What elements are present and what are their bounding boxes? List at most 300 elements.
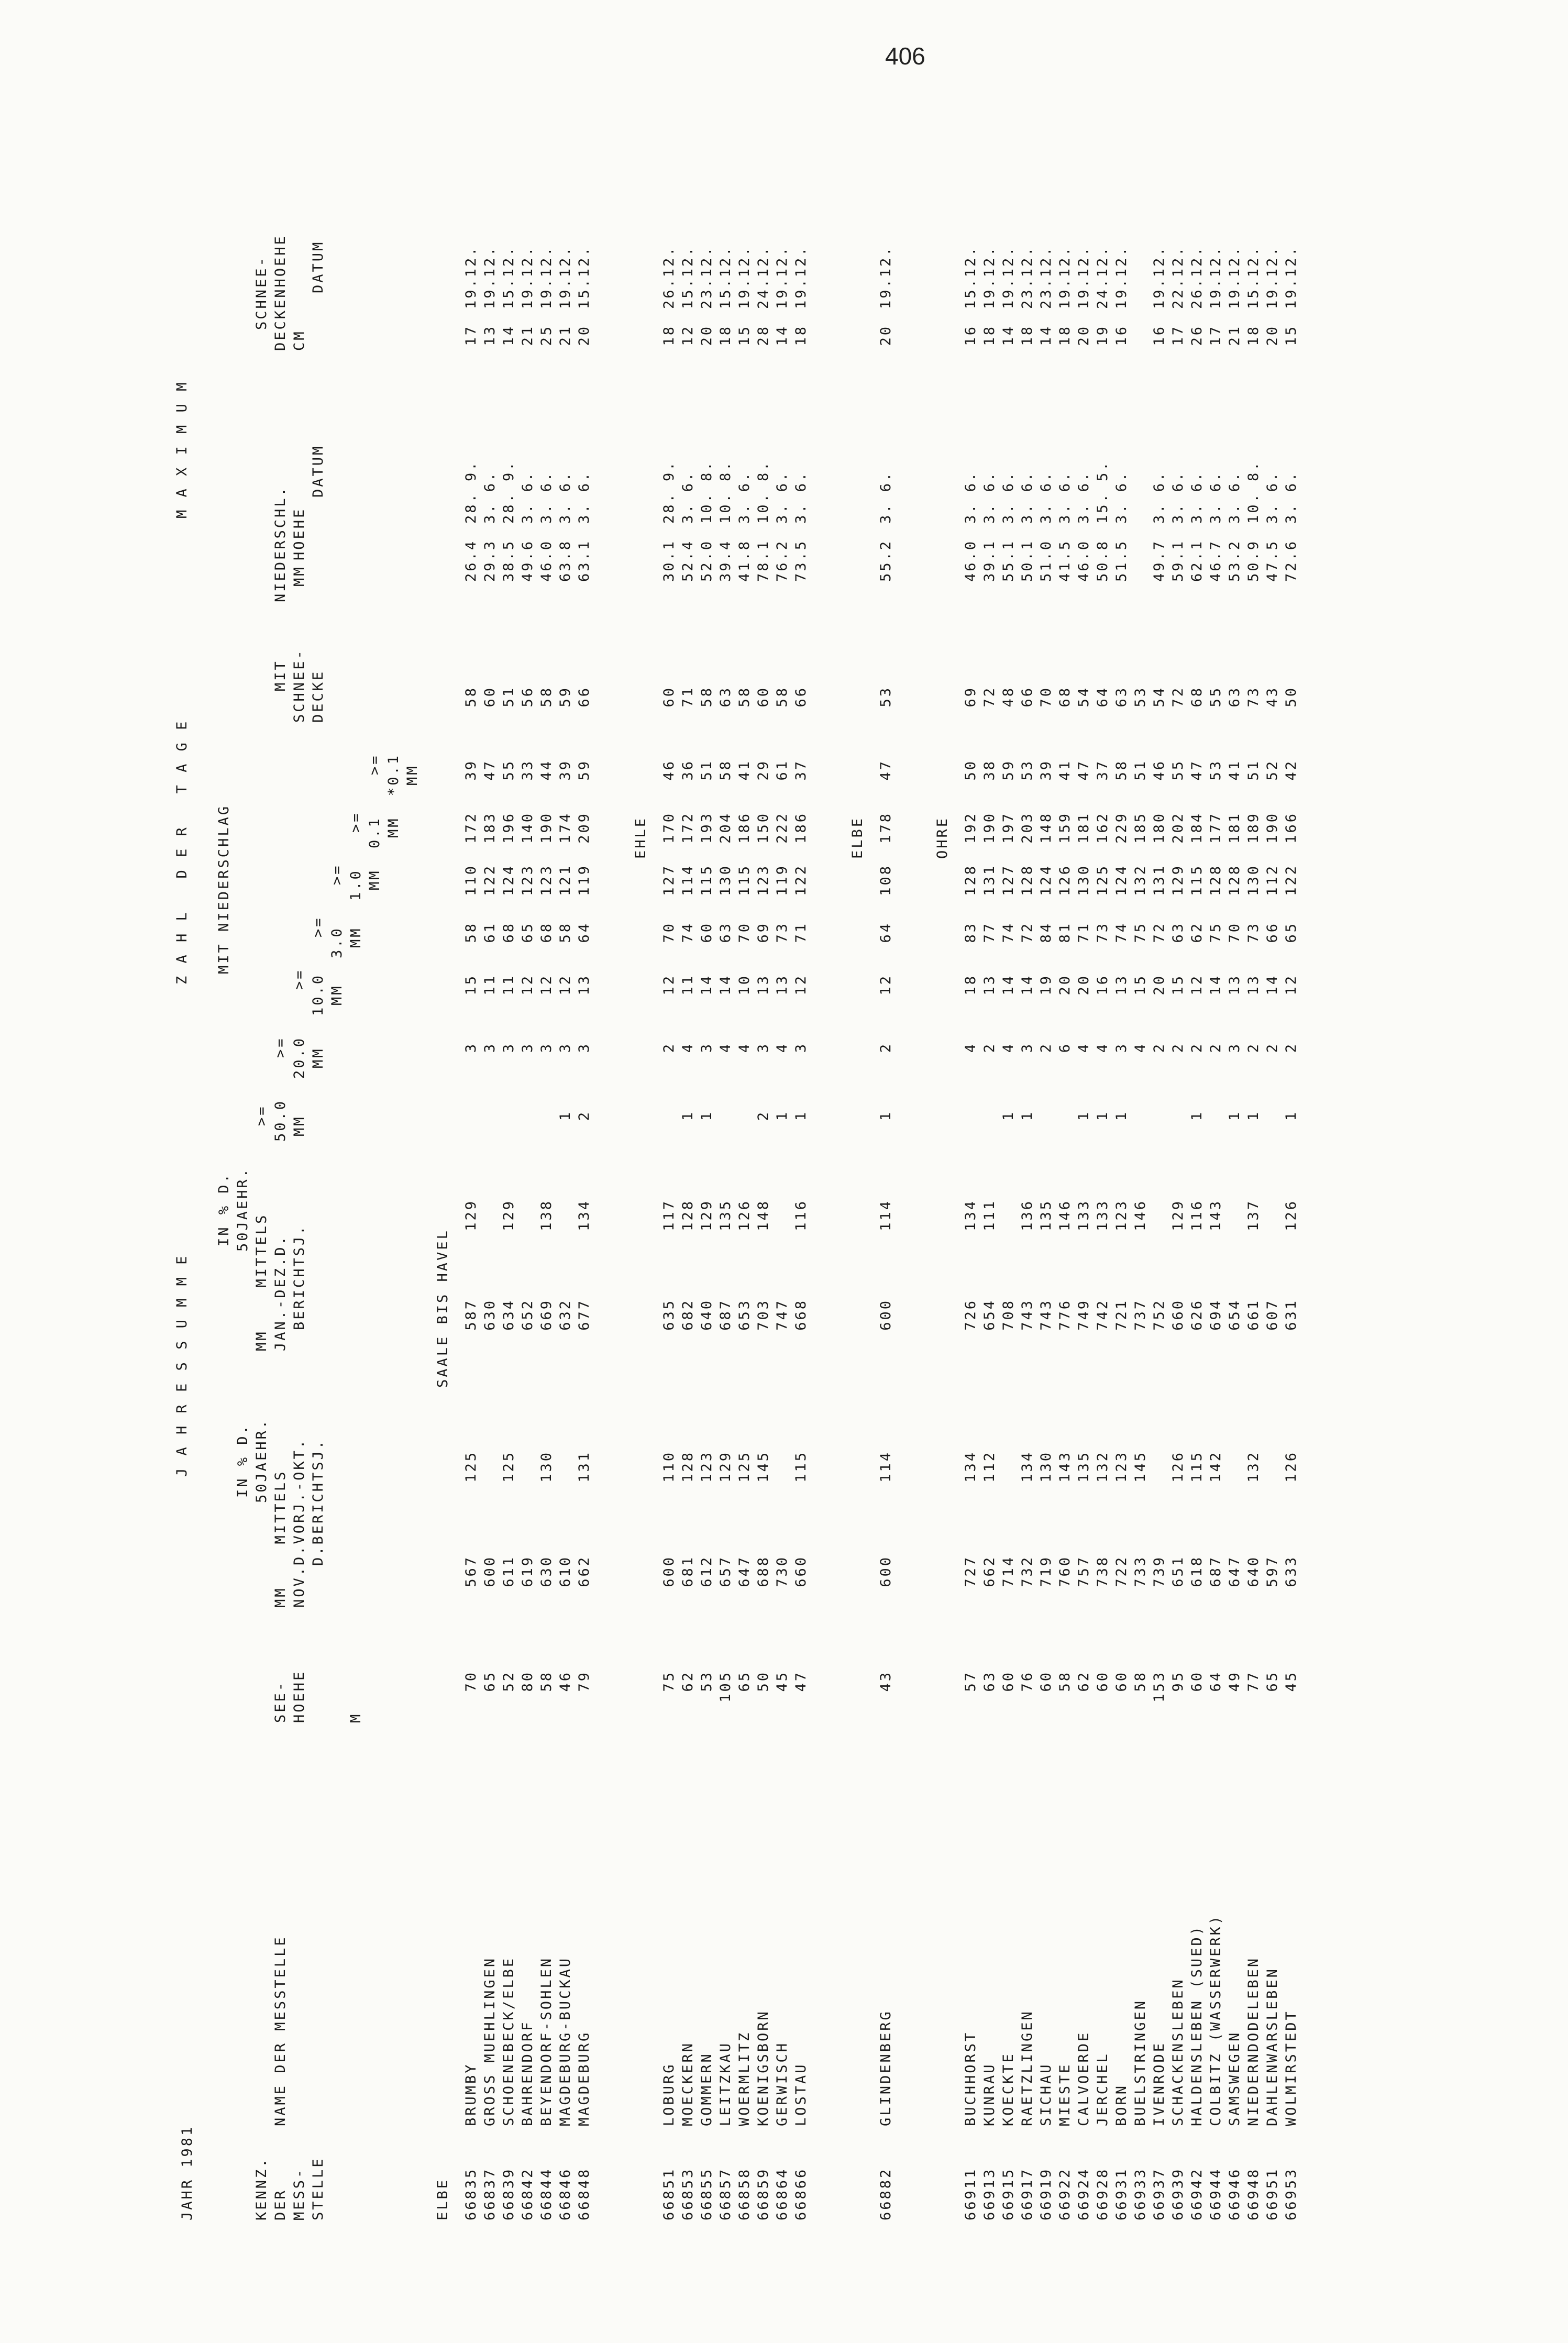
cell-nmm: 41.8 bbox=[736, 539, 753, 582]
cell-d01: 204 bbox=[717, 812, 734, 844]
cell-id: 66942 bbox=[1189, 2167, 1205, 2220]
cell-scm: 19 bbox=[1095, 325, 1111, 346]
cell-hoehe: 45 bbox=[1283, 1671, 1299, 1692]
cell-d3: 74 bbox=[1113, 922, 1130, 943]
cell-scm: 20 bbox=[1076, 325, 1092, 346]
cell-id: 66917 bbox=[1019, 2167, 1035, 2220]
cell-scm: 21 bbox=[1227, 325, 1243, 346]
cell-id: 66933 bbox=[1132, 2167, 1149, 2220]
cell-d20: 3 bbox=[576, 1042, 592, 1053]
cell-schnee: 72 bbox=[981, 686, 998, 708]
cell-p2: 129 bbox=[1170, 1199, 1186, 1231]
cell-hoehe: 60 bbox=[1095, 1671, 1111, 1692]
table-row bbox=[660, 168, 679, 2220]
cell-d3: 62 bbox=[1189, 922, 1205, 943]
cell-schnee: 66 bbox=[576, 686, 592, 708]
cell-id: 66846 bbox=[557, 2167, 573, 2220]
cell-hoehe: 50 bbox=[755, 1671, 771, 1692]
year-label: JAHR 1981 bbox=[179, 2125, 195, 2220]
cell-sdat: 19.12. bbox=[1227, 245, 1243, 309]
cell-hoehe: 77 bbox=[1245, 1671, 1262, 1692]
cell-p2: 136 bbox=[1019, 1199, 1035, 1231]
cell-p1: 110 bbox=[661, 1451, 677, 1483]
cell-ndat: 28. 9. bbox=[463, 460, 479, 524]
table-row bbox=[792, 168, 811, 2220]
table-row bbox=[500, 168, 518, 2220]
cell-name: BUELSTRINGEN bbox=[1132, 1998, 1149, 2126]
cell-d10: 12 bbox=[878, 974, 894, 996]
cell-sdat: 24.12. bbox=[1095, 245, 1111, 309]
cell-d1: 115 bbox=[699, 864, 715, 896]
cell-d50: 2 bbox=[755, 1110, 771, 1121]
cell-hoehe: 52 bbox=[501, 1671, 517, 1692]
cell-sdat: 19.12. bbox=[1000, 245, 1017, 309]
cell-d10: 15 bbox=[463, 974, 479, 996]
cell-d01: 172 bbox=[463, 812, 479, 844]
cell-name: MIESTE bbox=[1057, 2062, 1073, 2126]
cell-d1: 122 bbox=[482, 864, 498, 896]
cell-mm2: 640 bbox=[699, 1299, 715, 1331]
cell-sdat: 19.12. bbox=[1113, 245, 1130, 309]
cell-id: 66944 bbox=[1208, 2167, 1224, 2220]
cell-d20: 2 bbox=[878, 1042, 894, 1053]
cell-id: 66946 bbox=[1227, 2167, 1243, 2220]
cell-schnee: 43 bbox=[1264, 686, 1280, 708]
cell-d10: 11 bbox=[680, 974, 696, 996]
cell-d1: 119 bbox=[774, 864, 790, 896]
cell-mm1: 687 bbox=[1208, 1555, 1224, 1587]
cell-schnee: 60 bbox=[755, 686, 771, 708]
table-row bbox=[518, 168, 537, 2220]
table-row bbox=[1188, 168, 1207, 2220]
cell-ndat: 3. 6. bbox=[736, 470, 753, 524]
cell-mm1: 567 bbox=[463, 1555, 479, 1587]
cell-mm1: 714 bbox=[1000, 1555, 1017, 1587]
cell-p2: 116 bbox=[793, 1199, 809, 1231]
cell-sdat: 24.12. bbox=[755, 245, 771, 309]
table-row bbox=[556, 168, 575, 2220]
cell-p1: 115 bbox=[793, 1451, 809, 1483]
cell-scm: 16 bbox=[963, 325, 979, 346]
cell-nmm: 47.5 bbox=[1264, 539, 1280, 582]
cell-name: LEITZKAU bbox=[717, 2041, 734, 2126]
cell-schnee: 73 bbox=[1245, 686, 1262, 708]
cell-sdat: 15.12. bbox=[680, 245, 696, 309]
cell-mm1: 600 bbox=[878, 1555, 894, 1587]
cell-p2: 129 bbox=[501, 1199, 517, 1231]
cell-hoehe: 79 bbox=[576, 1671, 592, 1692]
cell-mm1: 611 bbox=[501, 1555, 517, 1587]
cell-scm: 18 bbox=[1019, 325, 1035, 346]
cell-mm1: 662 bbox=[576, 1555, 592, 1587]
cell-nmm: 53.2 bbox=[1227, 539, 1243, 582]
cell-hoehe: 43 bbox=[878, 1671, 894, 1692]
cell-mm2: 752 bbox=[1151, 1299, 1167, 1331]
page-number: 406 bbox=[885, 42, 925, 70]
cell-scm: 14 bbox=[501, 325, 517, 346]
kennz-header: KENNZ. DER MESS- STELLE bbox=[253, 2157, 326, 2220]
cell-id: 66866 bbox=[793, 2167, 809, 2220]
cell-d20: 4 bbox=[963, 1042, 979, 1053]
cell-d01: 190 bbox=[1264, 812, 1280, 844]
cell-mm2: 631 bbox=[1283, 1299, 1299, 1331]
cell-ndat: 15. 5. bbox=[1095, 460, 1111, 524]
cell-scm: 21 bbox=[557, 325, 573, 346]
cell-d001: 44 bbox=[538, 759, 555, 781]
cell-sdat: 19.12. bbox=[793, 245, 809, 309]
table-row bbox=[481, 168, 500, 2220]
cell-mm2: 749 bbox=[1076, 1299, 1092, 1331]
table-row bbox=[575, 168, 594, 2220]
cell-d3: 65 bbox=[520, 922, 536, 943]
basin-label: SAALE BIS HAVEL bbox=[435, 1229, 451, 1388]
cell-d10: 13 bbox=[755, 974, 771, 996]
cell-d3: 75 bbox=[1132, 922, 1149, 943]
cell-nmm: 73.5 bbox=[793, 539, 809, 582]
cell-sdat: 15.12. bbox=[1245, 245, 1262, 309]
cell-ndat: 3. 6. bbox=[1264, 470, 1280, 524]
cell-mm2: 654 bbox=[1227, 1299, 1243, 1331]
cell-name: BRUMBY bbox=[463, 2062, 479, 2126]
cell-mm1: 597 bbox=[1264, 1555, 1280, 1587]
cell-d001: 58 bbox=[1113, 759, 1130, 781]
cell-name: MAGDEBURG bbox=[576, 2030, 592, 2126]
cell-nmm: 76.2 bbox=[774, 539, 790, 582]
cell-id: 66858 bbox=[736, 2167, 753, 2220]
cell-p2: 133 bbox=[1076, 1199, 1092, 1231]
cell-d001: 47 bbox=[482, 759, 498, 781]
table-row bbox=[1150, 168, 1169, 2220]
cell-name: MOECKERN bbox=[680, 2041, 696, 2126]
cell-d20: 3 bbox=[520, 1042, 536, 1053]
cell-schnee: 54 bbox=[1151, 686, 1167, 708]
section-title bbox=[924, 168, 962, 2220]
cell-d01: 150 bbox=[755, 812, 771, 844]
cell-p2: 117 bbox=[661, 1199, 677, 1231]
cell-p1: 131 bbox=[576, 1451, 592, 1483]
cell-nmm: 46.7 bbox=[1208, 539, 1224, 582]
cell-mm1: 738 bbox=[1095, 1555, 1111, 1587]
cell-d20: 2 bbox=[1208, 1042, 1224, 1053]
cell-d20: 4 bbox=[1000, 1042, 1017, 1053]
cell-d01: 172 bbox=[680, 812, 696, 844]
cell-mm2: 653 bbox=[736, 1299, 753, 1331]
cell-d10: 13 bbox=[576, 974, 592, 996]
basin-label: ELBE bbox=[849, 816, 866, 859]
cell-mm2: 669 bbox=[538, 1299, 555, 1331]
cell-mm1: 757 bbox=[1076, 1555, 1092, 1587]
cell-id: 66919 bbox=[1038, 2167, 1054, 2220]
cell-d20: 4 bbox=[1095, 1042, 1111, 1053]
cell-name: GLINDENBERG bbox=[878, 2009, 894, 2126]
cell-d20: 2 bbox=[1170, 1042, 1186, 1053]
cell-p1: 123 bbox=[1113, 1451, 1130, 1483]
cell-ndat: 3. 6. bbox=[774, 470, 790, 524]
cell-schnee: 63 bbox=[717, 686, 734, 708]
cell-p1: 115 bbox=[1189, 1451, 1205, 1483]
cell-p1: 145 bbox=[1132, 1451, 1149, 1483]
cell-d20: 3 bbox=[538, 1042, 555, 1053]
cell-scm: 16 bbox=[1113, 325, 1130, 346]
cell-mm2: 721 bbox=[1113, 1299, 1130, 1331]
cell-mm2: 652 bbox=[520, 1299, 536, 1331]
cell-d001: 41 bbox=[1227, 759, 1243, 781]
cell-d3: 58 bbox=[557, 922, 573, 943]
cell-nmm: 30.1 bbox=[661, 539, 677, 582]
cell-mm2: 677 bbox=[576, 1299, 592, 1331]
cell-p2: 133 bbox=[1095, 1199, 1111, 1231]
cell-d10: 12 bbox=[538, 974, 555, 996]
cell-mm2: 742 bbox=[1095, 1299, 1111, 1331]
cell-d01: 229 bbox=[1113, 812, 1130, 844]
cell-mm1: 600 bbox=[661, 1555, 677, 1587]
seehoehe-header: SEE- HOEHE M bbox=[272, 1670, 364, 1723]
cell-d1: 123 bbox=[538, 864, 555, 896]
cell-d20: 2 bbox=[1151, 1042, 1167, 1053]
cell-ndat: 3. 6. bbox=[1189, 470, 1205, 524]
cell-d20: 4 bbox=[680, 1042, 696, 1053]
niederschl-hoehe-header: NIEDERSCHL. HOEHE bbox=[272, 485, 307, 602]
table-row bbox=[1263, 168, 1282, 2220]
cell-d20: 3 bbox=[793, 1042, 809, 1053]
cell-d001: 29 bbox=[755, 759, 771, 781]
cell-d01: 177 bbox=[1208, 812, 1224, 844]
cell-d001: 55 bbox=[501, 759, 517, 781]
cell-d20: 3 bbox=[1113, 1042, 1130, 1053]
cell-d1: 131 bbox=[981, 864, 998, 896]
cell-mm2: 607 bbox=[1264, 1299, 1280, 1331]
cell-p2: 148 bbox=[755, 1199, 771, 1231]
cell-d10: 13 bbox=[981, 974, 998, 996]
cell-d20: 3 bbox=[755, 1042, 771, 1053]
cell-d10: 14 bbox=[1000, 974, 1017, 996]
cell-id: 66851 bbox=[661, 2167, 677, 2220]
jahressumme-col1-header: IN % D. 50JAEHR. MM MITTELS NOV.D.VORJ.-OKT. D.BERICHTSJ. bbox=[235, 1418, 326, 1608]
cell-nmm: 55.1 bbox=[1000, 539, 1017, 582]
cell-ndat: 10. 8. bbox=[717, 460, 734, 524]
cell-d50: 1 bbox=[557, 1110, 573, 1121]
cell-scm: 18 bbox=[793, 325, 809, 346]
cell-name: HALDENSLEBEN (SUED) bbox=[1189, 1925, 1205, 2126]
cell-nmm: 49.6 bbox=[520, 539, 536, 582]
cell-d3: 74 bbox=[1000, 922, 1017, 943]
cell-hoehe: 58 bbox=[1132, 1671, 1149, 1692]
cell-scm: 20 bbox=[576, 325, 592, 346]
cell-mm1: 612 bbox=[699, 1555, 715, 1587]
cell-sdat: 15.12. bbox=[963, 245, 979, 309]
table-row bbox=[1207, 168, 1225, 2220]
cell-sdat: 23.12. bbox=[1019, 245, 1035, 309]
cell-nmm: 62.1 bbox=[1189, 539, 1205, 582]
cell-d10: 13 bbox=[1227, 974, 1243, 996]
cell-ndat: 10. 8. bbox=[755, 460, 771, 524]
cell-schnee: 48 bbox=[1000, 686, 1017, 708]
cell-mm2: 626 bbox=[1189, 1299, 1205, 1331]
cell-d01: 203 bbox=[1019, 812, 1035, 844]
cell-scm: 17 bbox=[1208, 325, 1224, 346]
cell-d01: 186 bbox=[736, 812, 753, 844]
table-row bbox=[999, 168, 1018, 2220]
cell-mm2: 747 bbox=[774, 1299, 790, 1331]
cell-name: GROSS MUEHLINGEN bbox=[482, 1956, 498, 2126]
cell-d20: 3 bbox=[501, 1042, 517, 1053]
cell-d20: 2 bbox=[1283, 1042, 1299, 1053]
cell-sdat: 19.12. bbox=[774, 245, 790, 309]
cell-hoehe: 60 bbox=[1189, 1671, 1205, 1692]
cell-nmm: 39.4 bbox=[717, 539, 734, 582]
cell-mm2: 708 bbox=[1000, 1299, 1017, 1331]
cell-d01: 184 bbox=[1189, 812, 1205, 844]
cell-d1: 123 bbox=[520, 864, 536, 896]
cell-nmm: 50.1 bbox=[1019, 539, 1035, 582]
table-row bbox=[1225, 168, 1244, 2220]
cell-hoehe: 105 bbox=[717, 1671, 734, 1703]
cell-d3: 68 bbox=[538, 922, 555, 943]
cell-mm1: 681 bbox=[680, 1555, 696, 1587]
cell-d1: 132 bbox=[1132, 864, 1149, 896]
section-title bbox=[839, 168, 877, 2220]
cell-schnee: 66 bbox=[1019, 686, 1035, 708]
cell-d001: 42 bbox=[1283, 759, 1299, 781]
cell-p2: 135 bbox=[1038, 1199, 1054, 1231]
cell-d001: 37 bbox=[1095, 759, 1111, 781]
table-row bbox=[1037, 168, 1056, 2220]
cell-scm: 15 bbox=[1283, 325, 1299, 346]
cell-sdat: 19.12. bbox=[463, 245, 479, 309]
cell-ndat: 3. 6. bbox=[793, 470, 809, 524]
cell-mm1: 651 bbox=[1170, 1555, 1186, 1587]
cell-id: 66948 bbox=[1245, 2167, 1262, 2220]
cell-p2: 143 bbox=[1208, 1199, 1224, 1231]
cell-ndat: 3. 6. bbox=[1057, 470, 1073, 524]
cell-d20: 2 bbox=[1189, 1042, 1205, 1053]
cell-id: 66855 bbox=[699, 2167, 715, 2220]
cell-name: DAHLENWARSLEBEN bbox=[1264, 1967, 1280, 2126]
cell-ndat: 10. 8. bbox=[1245, 460, 1262, 524]
cell-nmm: 72.6 bbox=[1283, 539, 1299, 582]
cell-d1: 125 bbox=[1095, 864, 1111, 896]
cell-d1: 122 bbox=[793, 864, 809, 896]
cell-d01: 180 bbox=[1151, 812, 1167, 844]
mit-niederschlag-header: MIT NIEDERSCHLAG bbox=[216, 804, 232, 974]
cell-d1: 115 bbox=[1189, 864, 1205, 896]
cell-d20: 3 bbox=[699, 1042, 715, 1053]
cell-nmm: 49.7 bbox=[1151, 539, 1167, 582]
cell-name: KOENIGSBORN bbox=[755, 2009, 771, 2126]
table-row bbox=[1075, 168, 1094, 2220]
cell-ndat: 28. 9. bbox=[661, 460, 677, 524]
cell-hoehe: 153 bbox=[1151, 1671, 1167, 1703]
cell-nmm: 51.0 bbox=[1038, 539, 1054, 582]
cell-name: GOMMERN bbox=[699, 2052, 715, 2126]
table-row bbox=[1282, 168, 1301, 2220]
cell-mm2: 587 bbox=[463, 1299, 479, 1331]
cell-nmm: 26.4 bbox=[463, 539, 479, 582]
cell-ndat: 3. 6. bbox=[482, 470, 498, 524]
cell-d01: 148 bbox=[1038, 812, 1054, 844]
cell-d20: 3 bbox=[463, 1042, 479, 1053]
cell-d10: 14 bbox=[699, 974, 715, 996]
table-row bbox=[877, 168, 896, 2220]
cell-p1: 125 bbox=[736, 1451, 753, 1483]
cell-d20: 3 bbox=[557, 1042, 573, 1053]
threshold-values: 50.0 20.0 10.0 3.0 1.0 0.1 *0.1 bbox=[272, 753, 402, 1142]
cell-id: 66837 bbox=[482, 2167, 498, 2220]
cell-d20: 3 bbox=[1019, 1042, 1035, 1053]
cell-hoehe: 65 bbox=[736, 1671, 753, 1692]
cell-d20: 4 bbox=[736, 1042, 753, 1053]
cell-scm: 15 bbox=[736, 325, 753, 346]
cell-mm1: 732 bbox=[1019, 1555, 1035, 1587]
cell-nmm: 46.0 bbox=[963, 539, 979, 582]
cell-ndat: 3. 6. bbox=[520, 470, 536, 524]
cell-ndat: 3. 6. bbox=[1227, 470, 1243, 524]
cell-p2: 146 bbox=[1132, 1199, 1149, 1231]
cell-scm: 18 bbox=[717, 325, 734, 346]
cell-name: SAMSWEGEN bbox=[1227, 2030, 1243, 2126]
cell-d01: 183 bbox=[482, 812, 498, 844]
cell-schnee: 50 bbox=[1283, 686, 1299, 708]
cell-p1: 142 bbox=[1208, 1451, 1224, 1483]
cell-hoehe: 58 bbox=[1057, 1671, 1073, 1692]
cell-schnee: 53 bbox=[878, 686, 894, 708]
cell-d1: 110 bbox=[463, 864, 479, 896]
cell-d50: 1 bbox=[1000, 1110, 1017, 1121]
cell-hoehe: 65 bbox=[482, 1671, 498, 1692]
cell-d1: 112 bbox=[1264, 864, 1280, 896]
cell-d001: 39 bbox=[1038, 759, 1054, 781]
mit-schneedecke-header: MIT SCHNEE- DECKE bbox=[272, 648, 326, 723]
cell-mm1: 600 bbox=[482, 1555, 498, 1587]
cell-p2: 114 bbox=[878, 1199, 894, 1231]
table-row bbox=[537, 168, 556, 2220]
cell-d10: 14 bbox=[1208, 974, 1224, 996]
cell-d10: 20 bbox=[1057, 974, 1073, 996]
cell-d20: 4 bbox=[774, 1042, 790, 1053]
cell-p2: 126 bbox=[1283, 1199, 1299, 1231]
cell-hoehe: 58 bbox=[538, 1671, 555, 1692]
cell-mm2: 776 bbox=[1057, 1299, 1073, 1331]
cell-mm2: 634 bbox=[501, 1299, 517, 1331]
cell-mm2: 694 bbox=[1208, 1299, 1224, 1331]
cell-d01: 140 bbox=[520, 812, 536, 844]
cell-d01: 162 bbox=[1095, 812, 1111, 844]
cell-sdat: 19.12. bbox=[538, 245, 555, 309]
cell-d10: 13 bbox=[1245, 974, 1262, 996]
cell-ndat: 3. 6. bbox=[1076, 470, 1092, 524]
cell-schnee: 63 bbox=[1113, 686, 1130, 708]
cell-nmm: 38.5 bbox=[501, 539, 517, 582]
table-row bbox=[1094, 168, 1112, 2220]
cell-d20: 6 bbox=[1057, 1042, 1073, 1053]
cell-schnee: 58 bbox=[463, 686, 479, 708]
cell-p1: 132 bbox=[1245, 1451, 1262, 1483]
cell-name: JERCHEL bbox=[1095, 2052, 1111, 2126]
cell-mm1: 610 bbox=[557, 1555, 573, 1587]
cell-p2: 111 bbox=[981, 1199, 998, 1231]
cell-id: 66842 bbox=[520, 2167, 536, 2220]
cell-hoehe: 53 bbox=[699, 1671, 715, 1692]
cell-nmm: 63.1 bbox=[576, 539, 592, 582]
cell-schnee: 58 bbox=[538, 686, 555, 708]
cell-scm: 14 bbox=[774, 325, 790, 346]
cell-mm2: 726 bbox=[963, 1299, 979, 1331]
cell-d10: 10 bbox=[736, 974, 753, 996]
cell-scm: 18 bbox=[981, 325, 998, 346]
basin-label: EHLE bbox=[633, 816, 649, 859]
cell-sdat: 19.12. bbox=[1283, 245, 1299, 309]
cell-d1: 130 bbox=[1245, 864, 1262, 896]
